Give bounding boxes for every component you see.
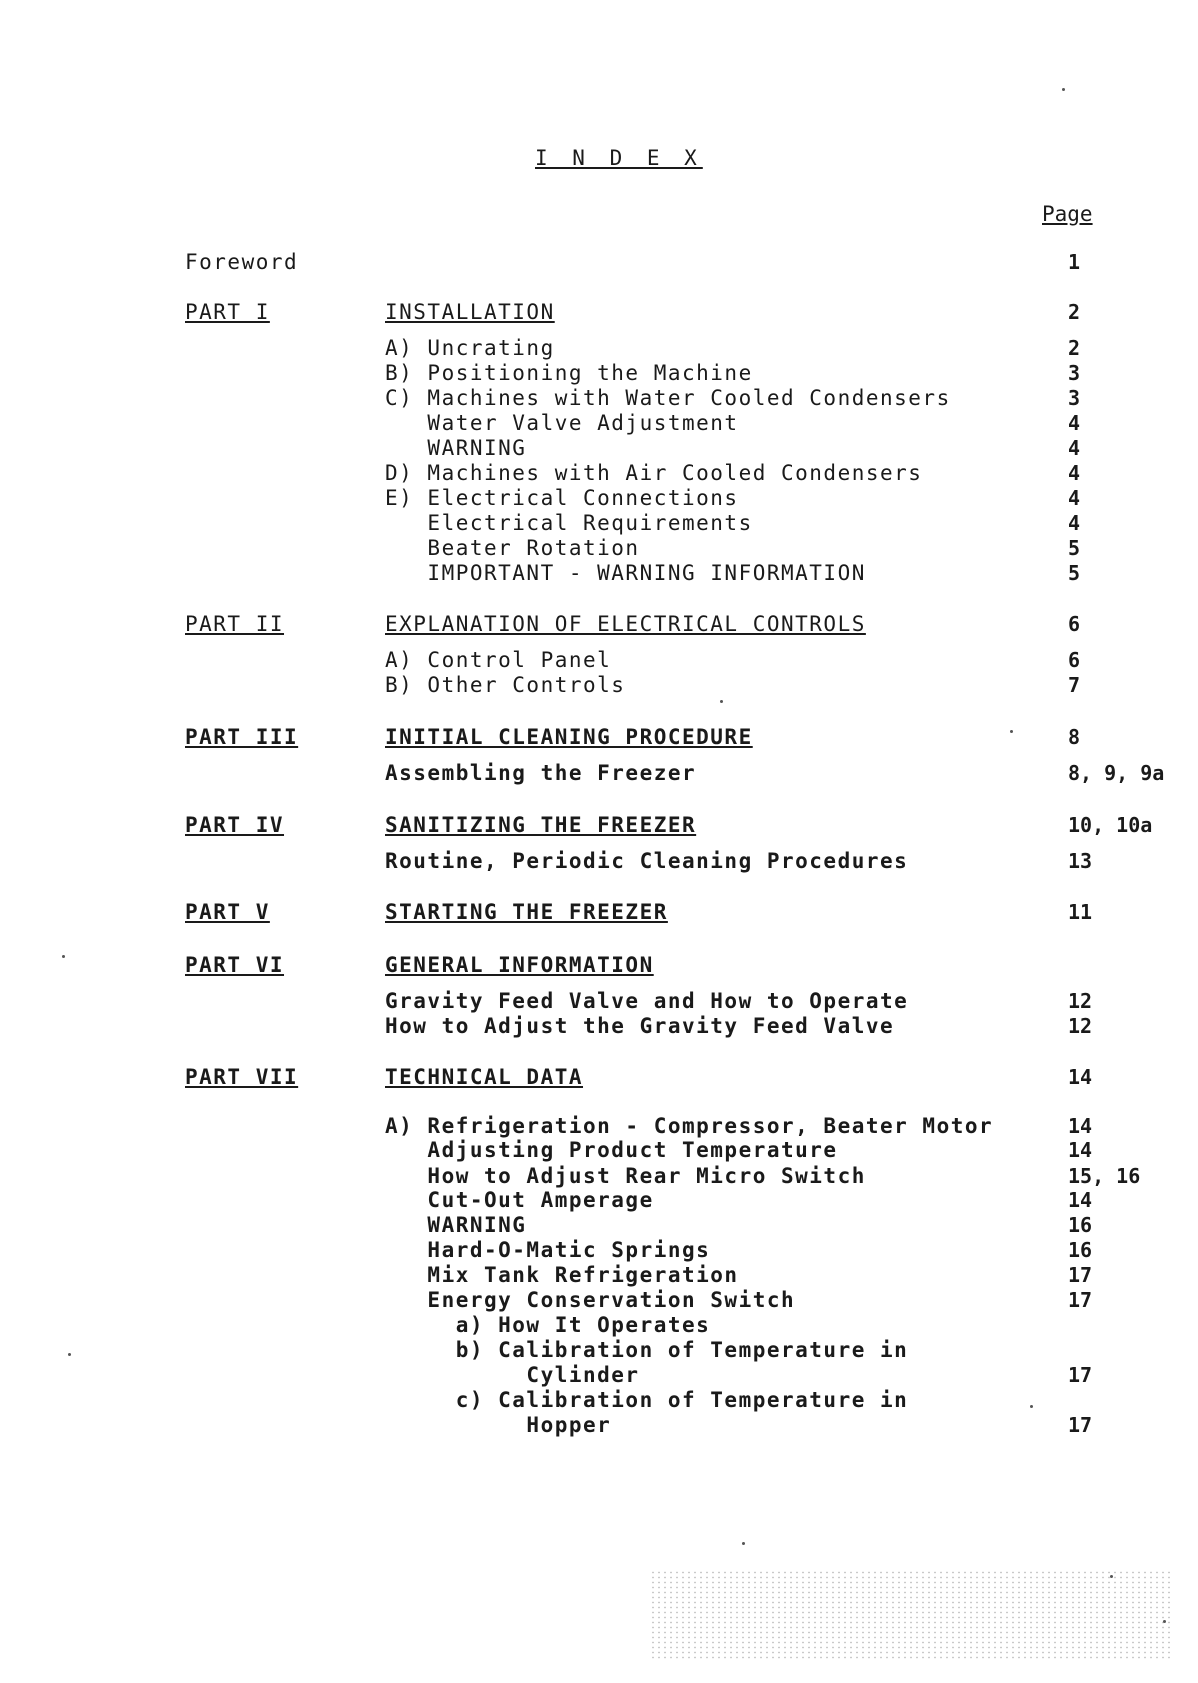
page-number: 4 <box>1068 486 1081 510</box>
page-number: 6 <box>1068 612 1081 636</box>
section-heading: EXPLANATION OF ELECTRICAL CONTROLS <box>385 612 866 636</box>
scan-speck <box>1030 1405 1033 1408</box>
page-column-header: Page <box>1042 202 1093 226</box>
index-title: I N D E X <box>535 146 703 170</box>
page-number: 14 <box>1068 1114 1093 1138</box>
page-number: 11 <box>1068 900 1093 924</box>
page-number: 17 <box>1068 1263 1093 1287</box>
page-number: 13 <box>1068 849 1093 873</box>
toc-item: Energy Conservation Switch <box>385 1288 796 1312</box>
page-number: 16 <box>1068 1213 1093 1237</box>
page-number: 6 <box>1068 648 1081 672</box>
page-number: 14 <box>1068 1188 1093 1212</box>
page-number: 16 <box>1068 1238 1093 1262</box>
page-number: 4 <box>1068 436 1081 460</box>
page-number: 4 <box>1068 511 1081 535</box>
toc-item: Hard-O-Matic Springs <box>385 1238 711 1262</box>
scan-speck <box>62 955 65 958</box>
toc-item: a) How It Operates <box>385 1313 711 1337</box>
toc-item: Adjusting Product Temperature <box>385 1138 838 1162</box>
toc-item: Assembling the Freezer <box>385 761 697 785</box>
part-label: PART IV <box>185 813 285 837</box>
toc-item: IMPORTANT - WARNING INFORMATION <box>385 561 866 585</box>
page-number: 17 <box>1068 1413 1093 1437</box>
toc-item: b) Calibration of Temperature in <box>385 1338 909 1362</box>
toc-item: Hopper <box>385 1413 612 1437</box>
page-number: 17 <box>1068 1363 1093 1387</box>
toc-item: WARNING <box>385 1213 527 1237</box>
page-number: 10, 10a <box>1068 813 1153 837</box>
toc-item: How to Adjust the Gravity Feed Valve <box>385 1014 895 1038</box>
scan-speck <box>742 1542 745 1545</box>
toc-item: Gravity Feed Valve and How to Operate <box>385 989 909 1013</box>
part-label: PART I <box>185 300 270 324</box>
page-number: 8 <box>1068 725 1081 749</box>
toc-item: Mix Tank Refrigeration <box>385 1263 739 1287</box>
page-number: 2 <box>1068 336 1081 360</box>
toc-item: E) Electrical Connections <box>385 486 739 510</box>
toc-item: Cylinder <box>385 1363 640 1387</box>
page-number: 7 <box>1068 673 1081 697</box>
page-number: 14 <box>1068 1138 1093 1162</box>
scan-speck <box>68 1353 71 1356</box>
toc-item: How to Adjust Rear Micro Switch <box>385 1164 866 1188</box>
section-heading: TECHNICAL DATA <box>385 1065 584 1089</box>
section-heading: INITIAL CLEANING PROCEDURE <box>385 725 753 749</box>
page-number: 3 <box>1068 386 1081 410</box>
page-number: 14 <box>1068 1065 1093 1089</box>
toc-item: c) Calibration of Temperature in <box>385 1388 909 1412</box>
toc-item: Electrical Requirements <box>385 511 753 535</box>
part-label: Foreword <box>185 250 299 274</box>
part-label: PART V <box>185 900 270 924</box>
toc-item: B) Positioning the Machine <box>385 361 753 385</box>
page-number: 4 <box>1068 411 1081 435</box>
page-number: 2 <box>1068 300 1081 324</box>
section-heading: INSTALLATION <box>385 300 555 324</box>
section-heading: SANITIZING THE FREEZER <box>385 813 697 837</box>
toc-item: A) Refrigeration - Compressor, Beater Motor <box>385 1114 994 1138</box>
section-heading: STARTING THE FREEZER <box>385 900 668 924</box>
page-number: 1 <box>1068 250 1081 274</box>
page-number: 3 <box>1068 361 1081 385</box>
toc-item: A) Control Panel <box>385 648 612 672</box>
page-number: 15, 16 <box>1068 1164 1141 1188</box>
scan-noise <box>650 1570 1170 1660</box>
toc-item: WARNING <box>385 436 527 460</box>
page-number: 8, 9, 9a <box>1068 761 1165 785</box>
toc-item: A) Uncrating <box>385 336 555 360</box>
toc-item: D) Machines with Air Cooled Condensers <box>385 461 923 485</box>
page-number: 5 <box>1068 536 1081 560</box>
part-label: PART III <box>185 725 299 749</box>
toc-item: C) Machines with Water Cooled Condensers <box>385 386 951 410</box>
page-number: 5 <box>1068 561 1081 585</box>
toc-item: B) Other Controls <box>385 673 626 697</box>
page-number: 17 <box>1068 1288 1093 1312</box>
toc-item: Water Valve Adjustment <box>385 411 739 435</box>
part-label: PART II <box>185 612 285 636</box>
toc-item: Routine, Periodic Cleaning Procedures <box>385 849 909 873</box>
scan-speck <box>720 700 723 703</box>
page-number: 12 <box>1068 989 1093 1013</box>
part-label: PART VII <box>185 1065 299 1089</box>
page-number: 4 <box>1068 461 1081 485</box>
toc-item: Cut-Out Amperage <box>385 1188 654 1212</box>
scan-speck <box>1010 730 1013 733</box>
section-heading: GENERAL INFORMATION <box>385 953 654 977</box>
toc-item: Beater Rotation <box>385 536 640 560</box>
part-label: PART VI <box>185 953 285 977</box>
scan-speck <box>1062 88 1065 91</box>
page-number: 12 <box>1068 1014 1093 1038</box>
